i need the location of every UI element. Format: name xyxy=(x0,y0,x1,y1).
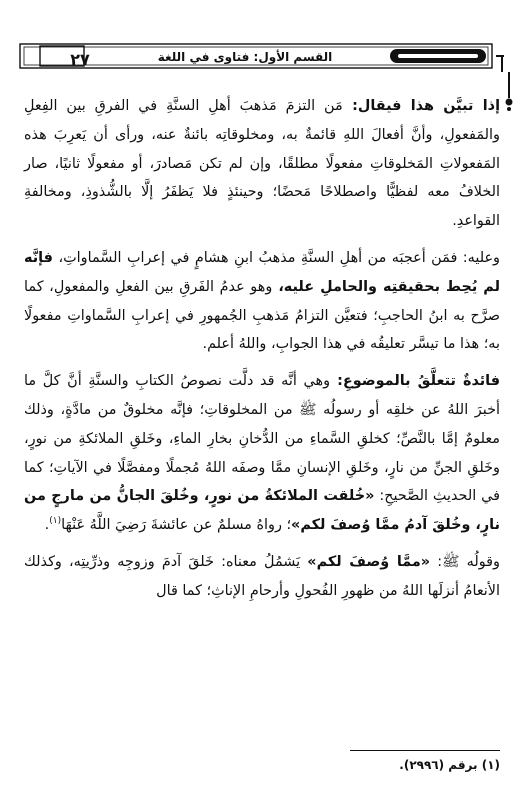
text-run: يَشمُلُ معناه: خَلقَ آدمَ وزوجِه وذرِّيتِه، وكذلك الأنعامُ أنزلَها اللهُ من ظهورِ الفُحولِ وأرحامِ الإناثِ؛ كما قال xyxy=(24,553,500,599)
paragraph xyxy=(24,548,500,606)
page-header xyxy=(18,42,506,72)
text-run: وعليه: فمَن أعجبَه من أهلِ السنَّةِ مذهبُ ابنِ هشامٍ في إعرابِ السَّماواتِ، xyxy=(52,249,500,266)
text-run: وهي أنَّه قد دلَّت نصوصُ الكتابِ والسنَّةِ أنَّ كلَّ ما أخبرَ اللهُ عن خلقِه أو رسولُه ﷺ من المخلوقاتِ؛ فإنَّه مخلوقٌ من مادَّةٍ، وذلك معلومٌ إمَّا بالنَّصِّ؛ كخلقِ السَّماءِ من الدُّخانِ بخارِ الماءِ، وخَلقِ الملائكةِ من نورٍ، وخَلقِ الجنِّ من نارٍ، وخَلقِ الإنسانِ ممَّا وصفَه اللهُ مُجملًا ومفصَّلًا في الآياتِ؛ كما في الحديثِ الصَّحيحِ: xyxy=(24,373,500,505)
footnote-ref: (١) xyxy=(49,516,62,527)
text-run: . xyxy=(44,517,50,534)
bold-text: «ممَّا وُصفَ لكم» xyxy=(307,553,431,570)
bold-text: فإنَّه لم يُحِط بحقيقتِه والحاملِ عليه، xyxy=(24,249,500,295)
paragraph xyxy=(24,244,500,359)
page-number: ٢٧ xyxy=(70,50,90,69)
body-text xyxy=(24,92,500,614)
bold-text: فائدةٌ تتعلَّقُ بالموضوعِ: xyxy=(330,373,500,390)
running-title: القسم الأول: فتاوى في اللغة xyxy=(157,50,333,64)
text-run: وقولُه ﷺ: xyxy=(430,553,500,570)
footnote-item: (١) برقم (٢٩٩٦). xyxy=(399,758,500,772)
footnote-separator xyxy=(350,750,500,751)
bold-text: إذا تبيَّن هذا فيقال: xyxy=(342,98,500,114)
paragraph xyxy=(24,367,500,540)
text-run: مَن التزمَ مَذهبَ أهلِ السنَّةِ في الفرقِ بين الفِعلِ والمَفعولِ، وأنَّ أفعالَ اللهِ قائمةٌ به، ومخلوقاتِه بائنةٌ عنه، ورأى أن يَعرِبَ هذه المَفعولاتِ المَخلوقاتِ مفعولًا مطلقًا، وإن لم تكن مَصادرَ، أو مفعولًا ثانيًا، صار الخلافُ معه لفظيًّا واصطلاحًا مَحضًا؛ وحينئذٍ فلا يَظفَرُ إلَّا بالشُّذوذِ، ومخالفةِ القواعدِ. xyxy=(24,98,500,230)
footnotes xyxy=(24,758,500,772)
paragraph xyxy=(24,92,500,236)
text-run: وهو عدمُ الفَرقِ بين الفعلِ والمفعولِ، كما صرَّح به ابنُ الحاجبِ؛ فتعيَّن التزامُ مَذهبِ الجُمهورِ في إعرابِ السَّماواتِ مفعولًا به؛ هذا ما تيسَّر تعليقُه في هذا الجوابِ، واللهُ أعلم. xyxy=(24,278,500,353)
text-run: ؛ رواهُ مسلمٌ عن عائشةَ رَضِيَ اللَّهُ عَنْهَا xyxy=(61,517,292,534)
side-ornament-icon xyxy=(504,72,514,112)
bold-text: «خُلقت الملائكةُ من نورٍ، وخُلقَ الجانُّ من مارجٍ من نارٍ، وخُلقَ آدمُ ممَّا وُصفَ لكم» xyxy=(24,488,500,534)
